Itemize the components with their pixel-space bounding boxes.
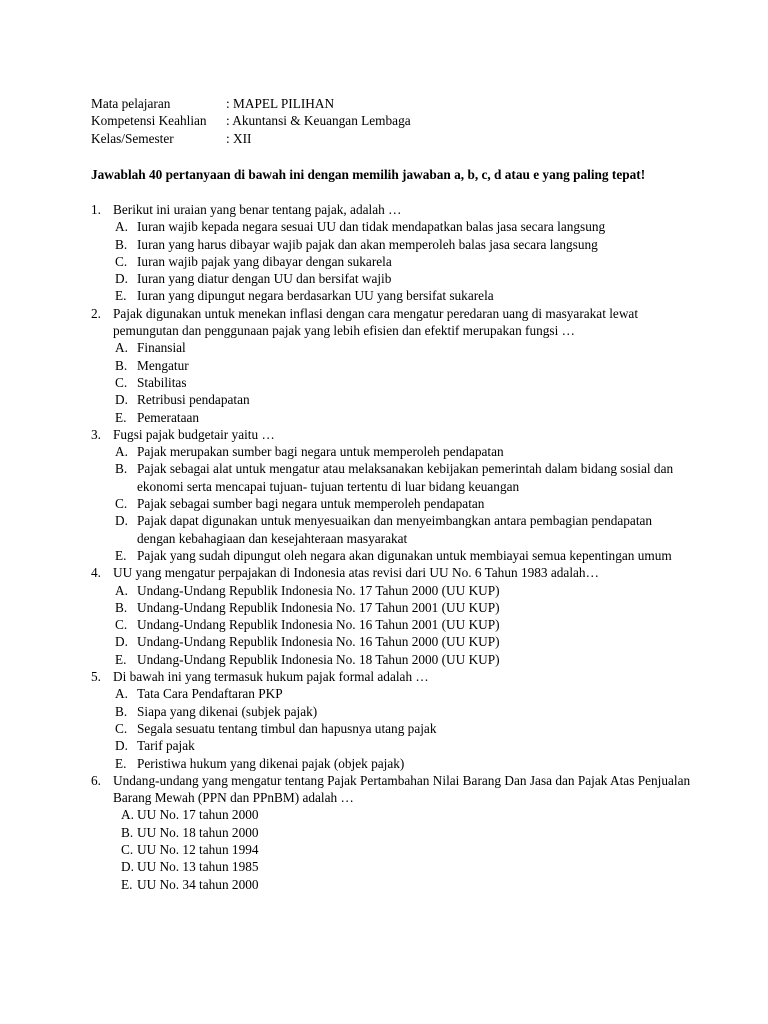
option-letter: C. bbox=[121, 841, 134, 857]
option-a bbox=[91, 443, 691, 460]
option-a bbox=[91, 806, 691, 823]
option-text: Undang-Undang Republik Indonesia No. 17 Tahun 2000 (UU KUP) bbox=[137, 582, 500, 598]
option-letter: C. bbox=[115, 617, 128, 633]
question-number: 1. bbox=[91, 202, 101, 217]
option-letter: E. bbox=[121, 876, 133, 892]
option-letter: D. bbox=[115, 634, 128, 650]
option-text: UU No. 13 tahun 1985 bbox=[137, 859, 259, 875]
option-a bbox=[91, 339, 691, 356]
option-text: Pajak merupakan sumber bagi negara untuk memperoleh pendapatan bbox=[137, 444, 504, 460]
question-3 bbox=[91, 426, 691, 564]
option-text: Pemerataan bbox=[137, 409, 200, 425]
question-1 bbox=[91, 201, 691, 305]
option-text: Iuran wajib pajak yang dibayar dengan sukarela bbox=[137, 253, 392, 269]
option-text: UU No. 34 tahun 2000 bbox=[137, 876, 259, 892]
class-label: Kelas/Semester bbox=[91, 130, 174, 146]
option-letter: A. bbox=[115, 444, 128, 460]
option-letter: E. bbox=[115, 651, 127, 667]
option-d bbox=[91, 391, 691, 408]
option-text: Pajak sebagai sumber bagi negara untuk memperoleh pendapatan bbox=[137, 496, 485, 512]
option-text: Undang-Undang Republik Indonesia No. 16 Tahun 2000 (UU KUP) bbox=[137, 634, 500, 650]
option-text: Finansial bbox=[137, 340, 186, 356]
option-b bbox=[91, 357, 691, 374]
option-e bbox=[91, 755, 691, 772]
option-letter: B. bbox=[115, 599, 128, 615]
subject-row bbox=[91, 95, 411, 112]
option-letter: B. bbox=[115, 236, 128, 252]
option-e bbox=[91, 876, 691, 893]
option-d bbox=[91, 858, 691, 875]
option-text: Mengatur bbox=[137, 357, 189, 373]
option-c bbox=[91, 253, 691, 270]
subject-value: : MAPEL PILIHAN bbox=[226, 96, 335, 111]
option-letter: E. bbox=[115, 409, 127, 425]
option-letter: B. bbox=[121, 824, 134, 840]
option-text: Undang-Undang Republik Indonesia No. 17 Tahun 2001 (UU KUP) bbox=[137, 599, 500, 615]
option-text: Segala sesuatu tentang timbul dan hapusnya utang pajak bbox=[137, 720, 437, 736]
question-number: 6. bbox=[91, 772, 101, 788]
question-2 bbox=[91, 305, 691, 426]
option-text: Tarif pajak bbox=[137, 738, 195, 754]
option-letter: D. bbox=[115, 738, 128, 754]
option-b bbox=[91, 703, 691, 720]
option-letter: B. bbox=[115, 357, 128, 373]
option-text: Tata Cara Pendaftaran PKP bbox=[137, 686, 283, 702]
option-text: Retribusi pendapatan bbox=[137, 392, 250, 408]
option-d bbox=[91, 633, 691, 650]
option-c bbox=[91, 616, 691, 633]
question-list bbox=[91, 201, 691, 893]
option-text: Siapa yang dikenai (subjek pajak) bbox=[137, 703, 318, 719]
question-text: Fugsi pajak budgetair yaitu … bbox=[113, 426, 275, 442]
question-6 bbox=[91, 772, 691, 893]
option-c bbox=[91, 495, 691, 512]
option-a bbox=[91, 218, 691, 235]
instruction-text: Jawablah 40 pertanyaan di bawah ini dengan memilih jawaban a, b, c, d atau e yang paling tepat! bbox=[91, 167, 646, 182]
option-text: UU No. 18 tahun 2000 bbox=[137, 824, 259, 840]
option-e bbox=[91, 287, 691, 304]
option-b bbox=[91, 824, 691, 841]
option-letter: A. bbox=[115, 686, 128, 702]
competency-label: Kompetensi Keahlian bbox=[91, 113, 207, 129]
option-c bbox=[91, 720, 691, 737]
question-text: Di bawah ini yang termasuk hukum pajak formal adalah … bbox=[113, 669, 429, 685]
question-number: 2. bbox=[91, 305, 101, 321]
option-text: Pajak sebagai alat untuk mengatur atau melaksanakan kebijakan pemerintah dalam bidang sosial dan ekonomi serta mencapai tujuan- tujuan tertentu di luar bidang keuangan bbox=[137, 461, 674, 494]
question-5 bbox=[91, 668, 691, 772]
option-letter: E. bbox=[115, 755, 127, 771]
option-letter: B. bbox=[115, 461, 128, 477]
document-header bbox=[91, 95, 411, 147]
question-text: Berikut ini uraian yang benar tentang pajak, adalah … bbox=[113, 202, 402, 217]
option-b bbox=[91, 599, 691, 616]
question-text: Pajak digunakan untuk menekan inflasi dengan cara mengatur peredaran uang di masyarakat lewat pemungutan dan penggunaan pajak yang lebih efisien dan efektif merupakan fungsi … bbox=[113, 305, 639, 339]
option-letter: C. bbox=[115, 720, 128, 736]
option-letter: B. bbox=[115, 703, 128, 719]
option-letter: A. bbox=[115, 340, 128, 356]
option-e bbox=[91, 651, 691, 668]
option-letter: D. bbox=[121, 859, 134, 875]
subject-label: Mata pelajaran bbox=[91, 96, 171, 111]
option-letter: C. bbox=[115, 374, 128, 390]
option-d bbox=[91, 737, 691, 754]
competency-value: : Akuntansi & Keuangan Lembaga bbox=[226, 113, 411, 129]
option-letter: C. bbox=[115, 496, 128, 512]
option-text: Pajak yang sudah dipungut oleh negara akan digunakan untuk membiayai semua kepentingan umum bbox=[137, 547, 672, 563]
option-text: Iuran yang diatur dengan UU dan bersifat wajib bbox=[137, 271, 392, 287]
option-text: Pajak dapat digunakan untuk menyesuaikan dan menyeimbangkan antara pembagian pendapatan dengan kebahagiaan dan kesejahteraan masyarakat bbox=[137, 513, 653, 546]
option-c bbox=[91, 374, 691, 391]
option-letter: C. bbox=[115, 253, 128, 269]
option-text: UU No. 12 tahun 1994 bbox=[137, 841, 259, 857]
option-e bbox=[91, 409, 691, 426]
option-letter: A. bbox=[121, 807, 134, 823]
option-text: Undang-Undang Republik Indonesia No. 16 Tahun 2001 (UU KUP) bbox=[137, 617, 500, 633]
question-text: Undang-undang yang mengatur tentang Pajak Pertambahan Nilai Barang Dan Jasa dan Pajak Atas Penjualan Barang Mewah (PPN dan PPnBM) adalah … bbox=[113, 772, 691, 806]
option-letter: E. bbox=[115, 547, 127, 563]
competency-row bbox=[91, 112, 411, 129]
option-letter: A. bbox=[115, 582, 128, 598]
option-a bbox=[91, 685, 691, 702]
option-text: UU No. 17 tahun 2000 bbox=[137, 807, 259, 823]
option-letter: D. bbox=[115, 271, 128, 287]
option-text: Iuran wajib kepada negara sesuai UU dan tidak mendapatkan balas jasa secara langsung bbox=[137, 219, 606, 235]
option-text: Iuran yang dipungut negara berdasarkan UU yang bersifat sukarela bbox=[137, 288, 494, 304]
option-a bbox=[91, 582, 691, 599]
question-number: 4. bbox=[91, 565, 101, 581]
option-letter: D. bbox=[115, 392, 128, 408]
option-letter: D. bbox=[115, 513, 128, 529]
option-letter: A. bbox=[115, 219, 128, 235]
option-text: Stabilitas bbox=[137, 374, 187, 390]
question-number: 3. bbox=[91, 426, 101, 442]
class-row bbox=[91, 130, 411, 147]
class-value: : XII bbox=[226, 130, 252, 146]
option-text: Iuran yang harus dibayar wajib pajak dan akan memperoleh balas jasa secara langsung bbox=[137, 236, 598, 252]
question-number: 5. bbox=[91, 669, 101, 685]
option-text: Undang-Undang Republik Indonesia No. 18 Tahun 2000 (UU KUP) bbox=[137, 651, 500, 667]
option-letter: E. bbox=[115, 288, 127, 304]
question-text: UU yang mengatur perpajakan di Indonesia atas revisi dari UU No. 6 Tahun 1983 adalah… bbox=[113, 565, 599, 581]
question-4 bbox=[91, 564, 691, 668]
option-text: Peristiwa hukum yang dikenai pajak (objek pajak) bbox=[137, 755, 405, 771]
option-d bbox=[91, 270, 691, 287]
option-e bbox=[91, 547, 691, 564]
option-b bbox=[91, 460, 691, 495]
option-d bbox=[91, 512, 691, 547]
option-b bbox=[91, 236, 691, 253]
option-c bbox=[91, 841, 691, 858]
